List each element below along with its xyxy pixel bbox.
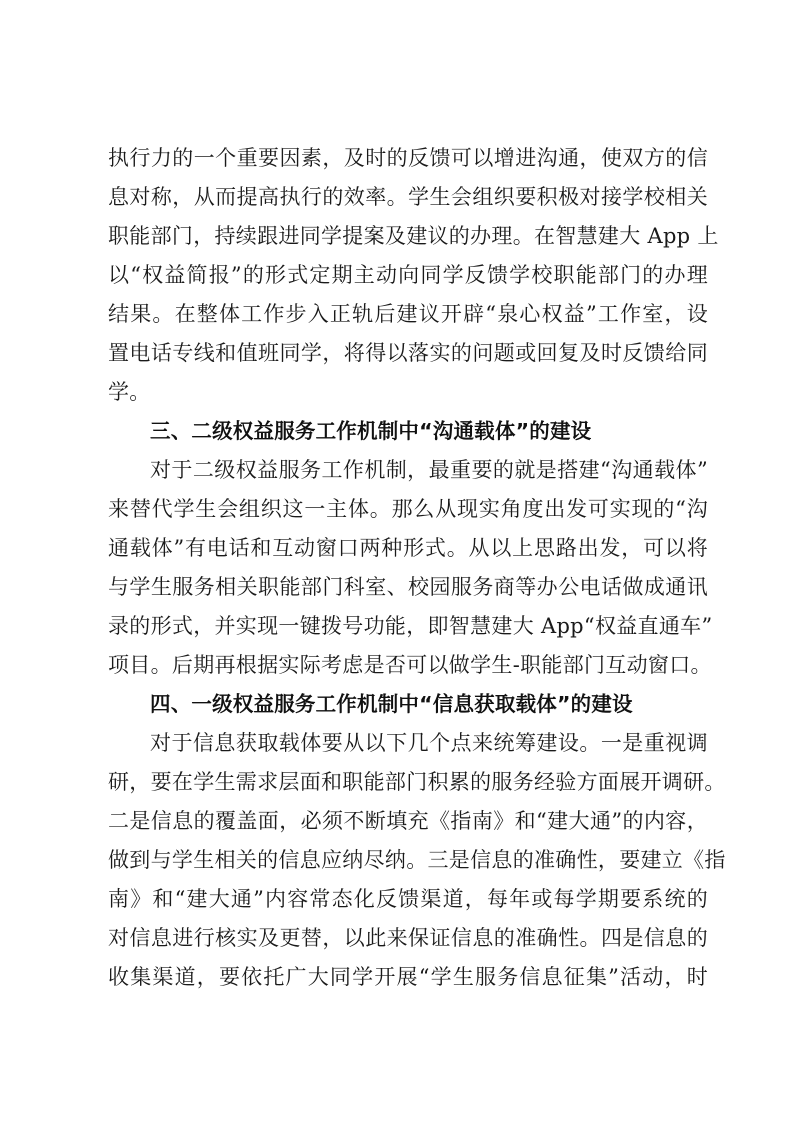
paragraph-line: 结果。在整体工作步入正轨后建议开辟“泉心权益”工作室，设 bbox=[108, 302, 708, 326]
paragraph-line: 息对称，从而提高执行的效率。学生会组织要积极对接学校相关 bbox=[108, 185, 708, 209]
section-heading-3: 三、二级权益服务工作机制中“沟通载体”的建设 bbox=[150, 419, 592, 443]
paragraph-line: 项目。后期再根据实际考虑是否可以做学生-职能部门互动窗口。 bbox=[108, 653, 712, 677]
paragraph-line: 对信息进行核实及更替，以此来保证信息的准确性。四是信息的 bbox=[108, 926, 708, 950]
paragraph-line: 对于二级权益服务工作机制，最重要的就是搭建“沟通载体” bbox=[150, 458, 708, 482]
paragraph-line: 做到与学生相关的信息应纳尽纳。三是信息的准确性，要建立《指 bbox=[108, 848, 726, 872]
paragraph-line: 学。 bbox=[108, 380, 151, 404]
paragraph-line: 通载体”有电话和互动窗口两种形式。从以上思路出发，可以将 bbox=[108, 536, 708, 560]
paragraph-line: 置电话专线和值班同学，将得以落实的问题或回复及时反馈给同 bbox=[108, 341, 708, 365]
paragraph-line: 对于信息获取载体要从以下几个点来统筹建设。一是重视调 bbox=[150, 731, 708, 755]
section-heading-4: 四、一级权益服务工作机制中“信息获取载体”的建设 bbox=[150, 692, 633, 716]
paragraph-line: 研，要在学生需求层面和职能部门积累的服务经验方面展开调研。 bbox=[108, 770, 726, 794]
paragraph-line: 二是信息的覆盖面，必须不断填充《指南》和“建大通”的内容， bbox=[108, 809, 708, 833]
paragraph-line: 录的形式，并实现一键拨号功能，即智慧建大 App“权益直通车” bbox=[108, 614, 713, 638]
paragraph-line: 来替代学生会组织这一主体。那么从现实角度出发可实现的“沟 bbox=[108, 497, 708, 521]
paragraph-line: 南》和“建大通”内容常态化反馈渠道，每年或每学期要系统的 bbox=[108, 887, 708, 911]
paragraph-line: 以“权益简报”的形式定期主动向同学反馈学校职能部门的办理 bbox=[108, 263, 708, 287]
paragraph-line: 职能部门，持续跟进同学提案及建议的办理。在智慧建大 App 上 bbox=[108, 224, 719, 248]
paragraph-line: 执行力的一个重要因素，及时的反馈可以增进沟通，使双方的信 bbox=[108, 146, 708, 170]
paragraph-line: 收集渠道，要依托广大同学开展“学生服务信息征集”活动，时 bbox=[108, 965, 708, 989]
paragraph-line: 与学生服务相关职能部门科室、校园服务商等办公电话做成通讯 bbox=[108, 575, 708, 599]
